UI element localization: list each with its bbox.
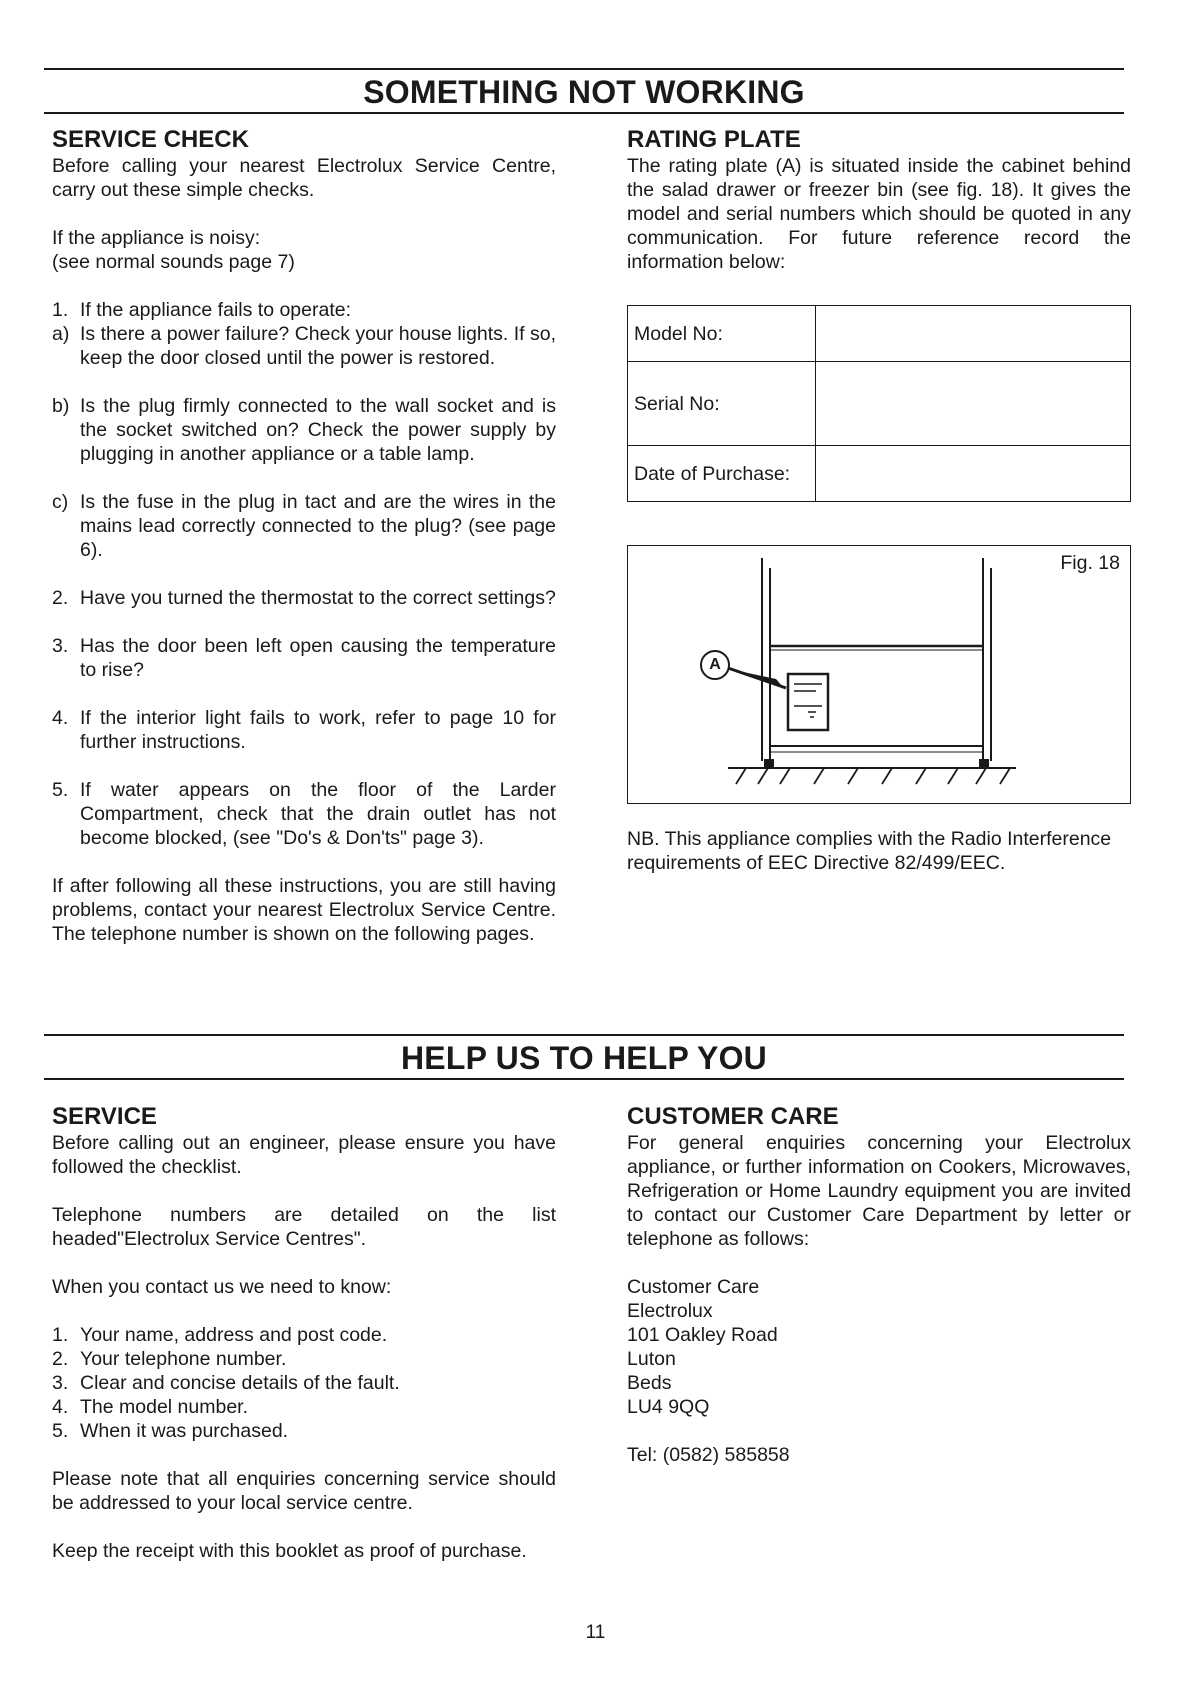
section-title: HELP US TO HELP YOU [401,1040,767,1076]
service-heading: SERVICE [52,1103,157,1130]
serial-no-value [816,362,1131,446]
check-item: 3. Has the door been left open causing the temperature to rise? [52,635,556,681]
service-column [52,1103,556,1563]
rating-plate-heading: RATING PLATE [627,126,801,153]
service-check-intro: Before calling your nearest Electrolux Service Centre, carry out these simple checks. [52,155,556,201]
service-check-heading: SERVICE CHECK [52,126,249,153]
header-rule-bottom [44,112,1124,114]
check-item: a) Is there a power failure? Check your house lights. If so, keep the door closed until the power is restored. [52,323,556,369]
list-item: 4. The model number. [52,1396,249,1418]
marker-a-label: A [709,656,721,673]
noisy-line: If the appliance is noisy: [52,227,261,249]
service-p1: Before calling out an engineer, please ensure you have followed the checklist. [52,1132,556,1178]
check-item: 5. If water appears on the floor of the Larder Compartment, check that the drain outlet has not become blocked, (see "Do's & Don'ts" page 3). [52,779,556,849]
table-row [628,306,1131,362]
figure-18 [627,545,1131,804]
service-p4: Please note that all enquiries concerning service should be addressed to your local service centre. [52,1468,556,1514]
check-item: c) Is the fuse in the plug in tact and are the wires in the mains lead correctly connected to the plug? (see page 6). [52,491,556,561]
header-rule-top [44,1034,1124,1036]
address-line: Beds [627,1372,672,1394]
service-check-column [52,126,556,946]
page-number: 11 [585,1622,606,1643]
header-rule-top [44,68,1124,70]
list-item: 3. Clear and concise details of the fault. [52,1372,400,1394]
address-line: Luton [627,1348,676,1370]
model-no-value [816,306,1131,362]
customer-care-text: For general enquiries concerning your Electrolux appliance, or further information on Cookers, Microwaves, Refrigeration or Home Laundry equipment you are invited to contact our Customer Care Department by letter or telephone as follows: [627,1132,1131,1250]
address-line: Electrolux [627,1300,713,1322]
section-title: SOMETHING NOT WORKING [363,74,805,110]
rating-plate-text: The rating plate (A) is situated inside the cabinet behind the salad drawer or freezer bin (see fig. 18). It gives the model and serial numbers which should be quoted in any communication. For future reference record the information below: [627,155,1131,273]
service-p5: Keep the receipt with this booklet as proof of purchase. [52,1540,527,1562]
noisy-reference: (see normal sounds page 7) [52,251,295,273]
check-item: 4. If the interior light fails to work, refer to page 10 for further instructions. [52,707,556,753]
serial-no-label: Serial No: [628,362,816,446]
header-rule-bottom [44,1078,1124,1080]
check-item: b) Is the plug firmly connected to the wall socket and is the socket switched on? Check the power supply by plugging in another appliance or a table lamp. [52,395,556,465]
address-line: 101 Oakley Road [627,1324,778,1346]
section-header-something-not-working [44,68,1124,116]
telephone: Tel: (0582) 585858 [627,1444,790,1466]
service-check-closing: If after following all these instructions, you are still having problems, contact your nearest Electrolux Service Centre. The telephone number is shown on the following pages. [52,875,556,945]
check-item: 2. Have you turned the thermostat to the correct settings? [52,587,556,609]
date-of-purchase-value [816,446,1131,502]
date-of-purchase-label: Date of Purchase: [628,446,816,502]
nb-note: NB. This appliance complies with the Radio Interference requirements of EEC Directive 82/499/EEC. [627,828,1112,874]
service-p2: Telephone numbers are detailed on the list headed"Electrolux Service Centres". [52,1204,556,1250]
figure-label: Fig. 18 [1060,552,1120,574]
check-item: 1. If the appliance fails to operate: [52,299,352,321]
list-item: 2. Your telephone number. [52,1348,287,1370]
address-line: LU4 9QQ [627,1396,710,1418]
list-item: 5. When it was purchased. [52,1420,289,1442]
customer-care-heading: CUSTOMER CARE [627,1103,839,1130]
table-row [628,446,1131,502]
table-row [628,362,1131,446]
service-p3: When you contact us we need to know: [52,1276,392,1298]
section-header-help-us [44,1034,1124,1082]
model-no-label: Model No: [628,306,816,362]
rating-plate-column [627,126,1131,502]
rating-plate-table [627,305,1131,502]
address-line: Customer Care [627,1276,760,1298]
customer-care-column [627,1103,1131,1467]
list-item: 1. Your name, address and post code. [52,1324,388,1346]
